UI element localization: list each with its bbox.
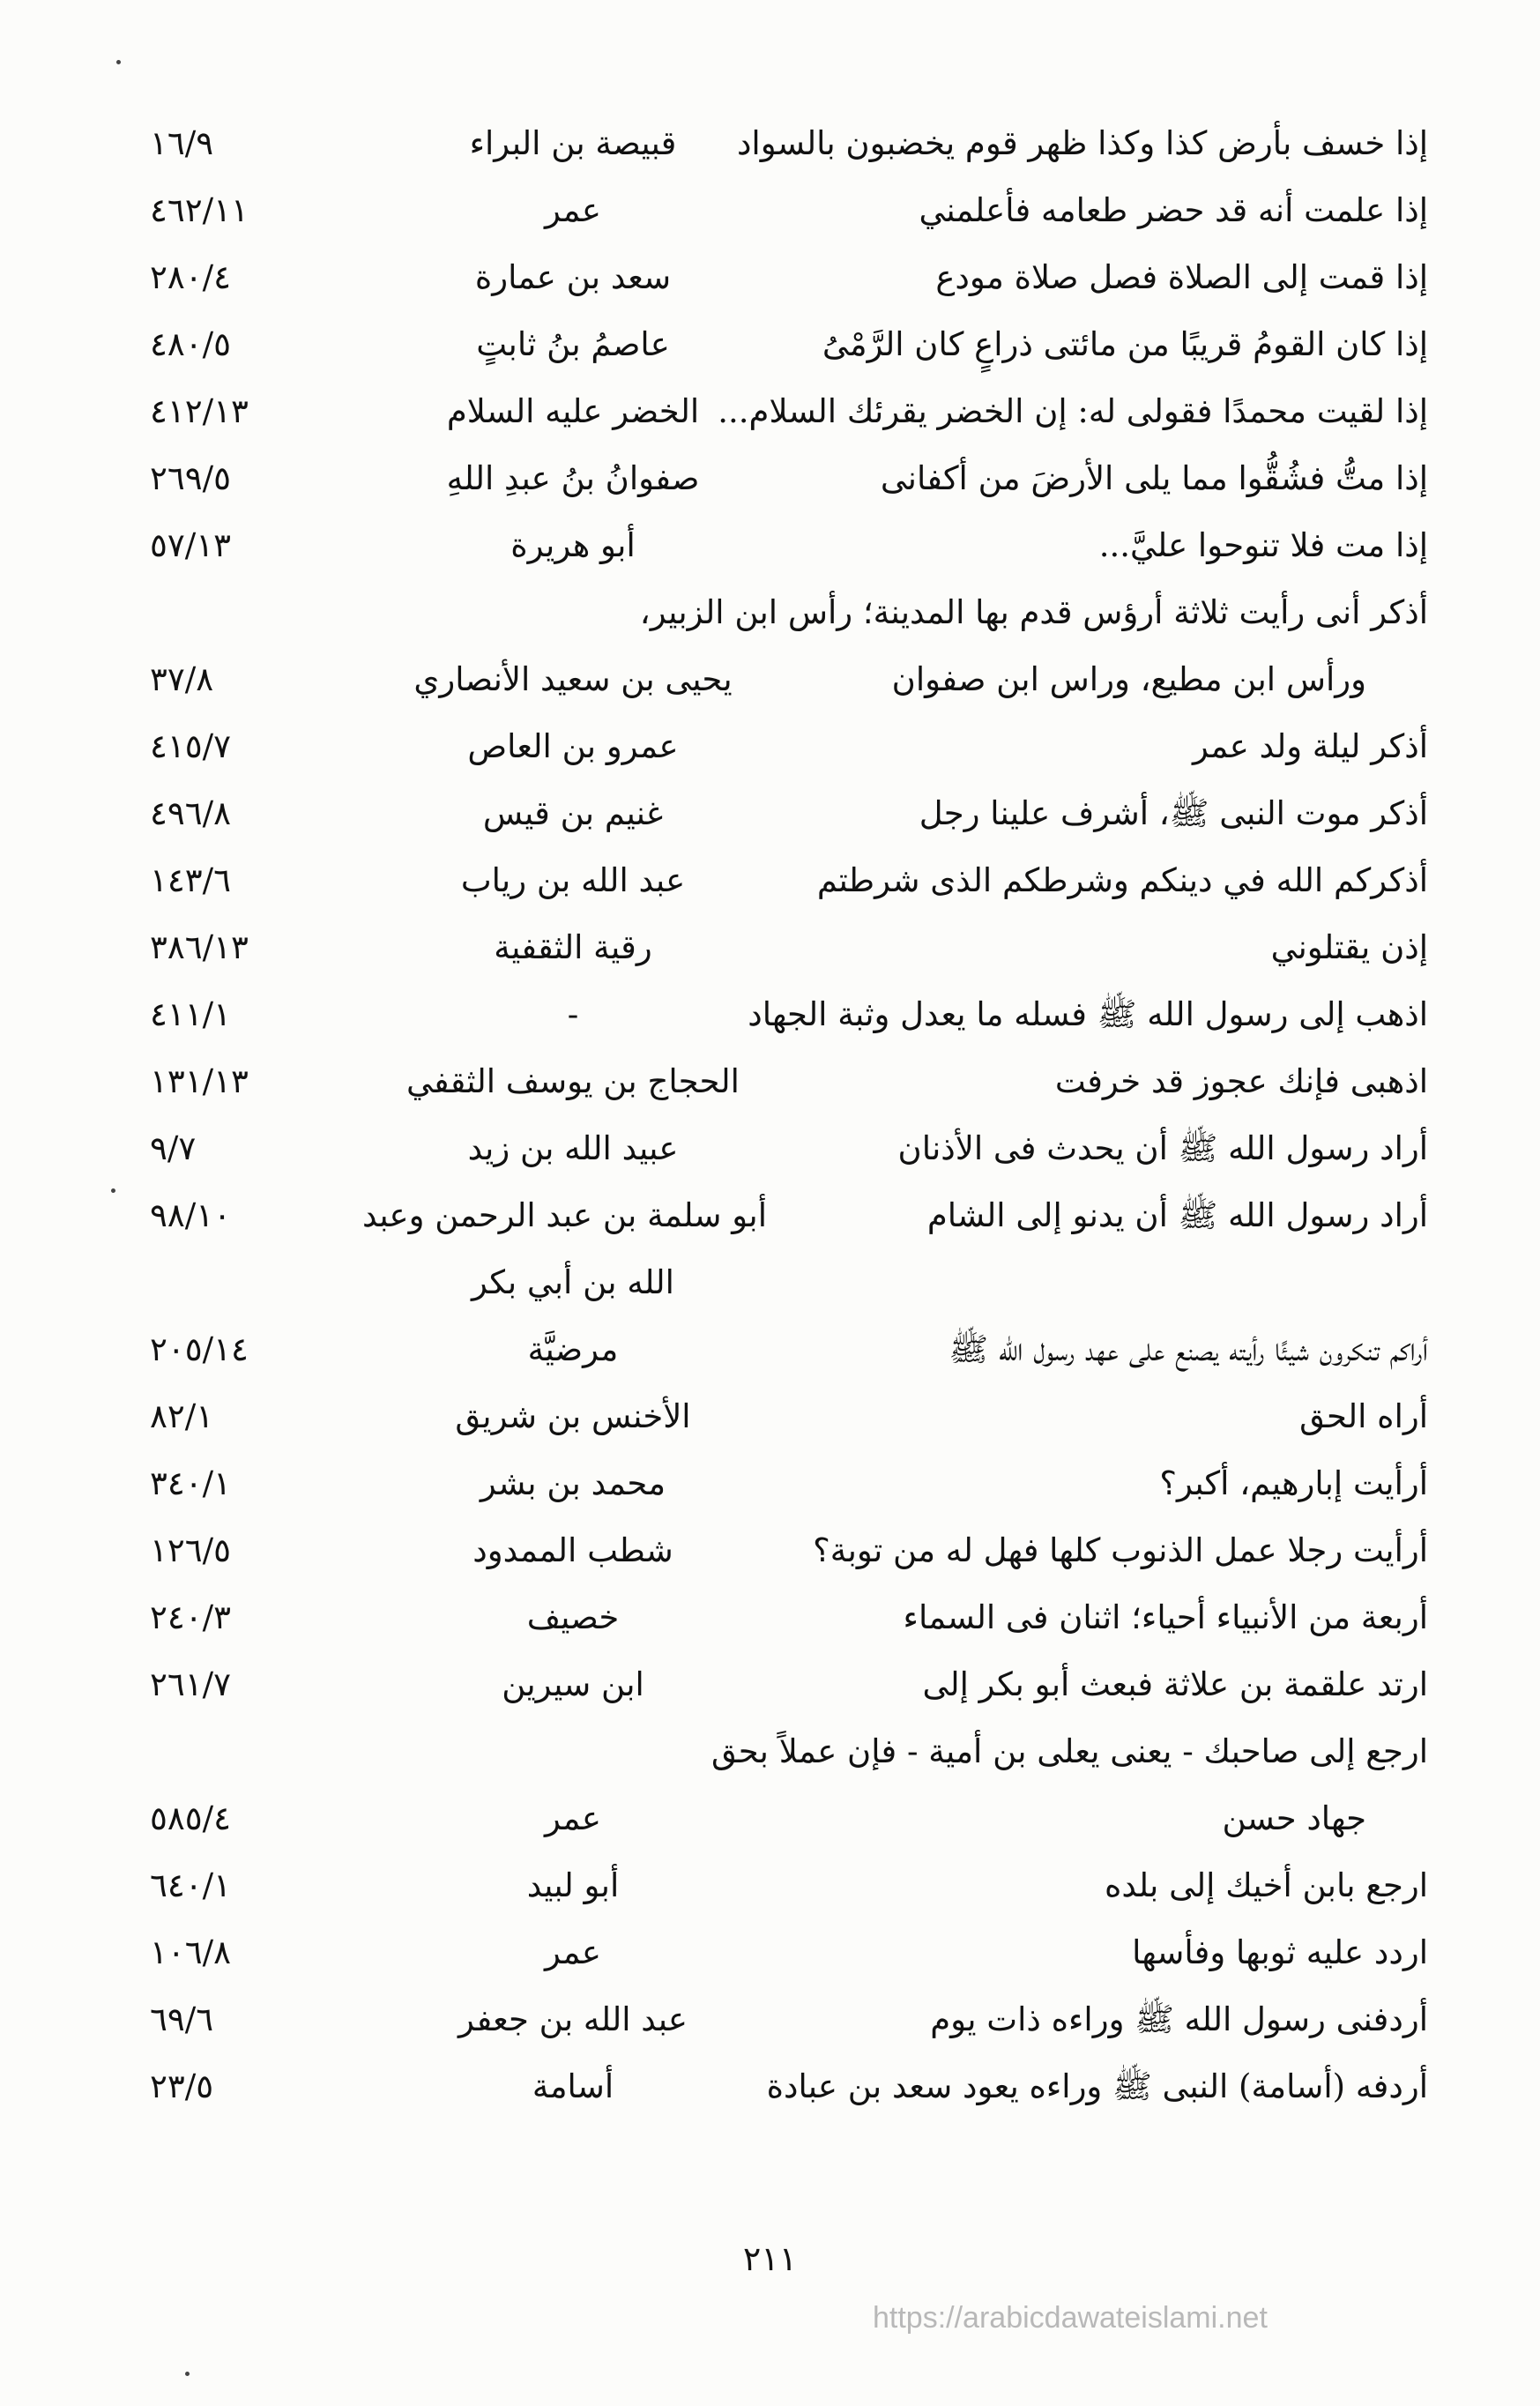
volume-page-ref: ١٤٣/٦	[150, 861, 231, 899]
hadith-text: إذا كان القومُ قريبًا من مائتى ذراعٍ كان الرَّمْىُ	[822, 325, 1428, 363]
volume-page-ref: ٣٧/٨	[150, 660, 214, 698]
volume-page-ref: ٢٣/٥	[150, 2067, 214, 2105]
hadith-text: ورأس ابن مطيع، وراس ابن صفوان	[891, 660, 1366, 698]
volume-page-ref: ٤٨٠/٥	[150, 325, 231, 363]
index-row	[150, 378, 1428, 445]
narrator-name: قبيصة بن البراء	[469, 124, 677, 162]
index-row	[150, 1785, 1428, 1852]
hadith-text: أربعة من الأنبياء أحياء؛ اثنان فى السماء	[903, 1598, 1428, 1636]
volume-page-ref: ٣٨٦/١٣	[150, 928, 249, 966]
index-row	[150, 1584, 1428, 1651]
narrator-name: سعد بن عمارة	[474, 258, 672, 296]
volume-page-ref: ٥٧/١٣	[150, 526, 231, 564]
hadith-text: أرأيت رجلا عمل الذنوب كلها فهل له من توبة؟	[813, 1531, 1428, 1569]
hadith-text: أذكر ليلة ولد عمر	[1192, 727, 1428, 765]
narrator-name: عبد الله بن رياب	[460, 861, 686, 899]
index-row	[150, 1919, 1428, 1986]
scan-speck	[116, 60, 121, 64]
hadith-text: أذكر أنى رأيت ثلاثة أرؤس قدم بها المدينة؛ رأس ابن الزبير،	[639, 593, 1428, 631]
hadith-text: أراه الحق	[1299, 1397, 1428, 1435]
volume-page-ref: ٩/٧	[150, 1129, 197, 1167]
narrator-name: رقية الثقفية	[494, 928, 652, 966]
narrator-name: -	[567, 995, 579, 1033]
hadith-text: اذهبى فإنك عجوز قد خرفت	[1054, 1062, 1428, 1100]
index-row	[150, 1651, 1428, 1718]
hadith-text: إذا خسف بأرض كذا وكذا ظهر قوم يخضبون بالسواد	[736, 124, 1428, 162]
hadith-text: اردد عليه ثوبها وفأسها	[1132, 1933, 1428, 1971]
narrator-name: الله بن أبي بكر	[472, 1263, 674, 1301]
volume-page-ref: ٤١٥/٧	[150, 727, 231, 765]
volume-page-ref: ٢٨٠/٤	[150, 258, 231, 296]
hadith-text: إذا لقيت محمدًا فقولى له: إن الخضر يقرئك السلام...	[718, 392, 1428, 430]
narrator-name	[379, 1718, 767, 1785]
narrator-name: مرضيَّة	[527, 1330, 619, 1368]
narrator-name: الأخنس بن شريق	[455, 1397, 691, 1435]
volume-page-ref	[150, 579, 353, 646]
index-row	[150, 1986, 1428, 2053]
volume-page-ref: ٢٤٠/٣	[150, 1598, 231, 1636]
volume-page-ref: ٢٠٥/١٤	[150, 1330, 249, 1368]
index-row	[150, 1115, 1428, 1182]
hadith-text: أرأيت إبارهيم، أكبر؟	[1159, 1464, 1428, 1502]
index-row	[150, 847, 1428, 914]
index-row	[150, 1316, 1428, 1383]
index-row	[150, 981, 1428, 1048]
narrator-name: شطب الممدود	[472, 1531, 673, 1569]
hadith-text: أردفه (أسامة) النبى ﷺ وراءه يعود سعد بن عبادة	[766, 2067, 1428, 2105]
volume-page-ref: ٥٨٥/٤	[150, 1799, 231, 1837]
hadith-text: أراكم تنكرون شيئًا رأيته يصنع على عهد رسول الله ﷺ	[949, 1330, 1428, 1368]
narrator-name: عمر	[545, 1933, 601, 1971]
hadith-text: إذن يقتلوني	[1270, 928, 1428, 966]
hadith-index-table	[150, 110, 1428, 2120]
hadith-text: جهاد حسن	[1222, 1799, 1366, 1837]
index-row	[150, 110, 1428, 177]
index-row	[150, 579, 1428, 646]
volume-page-ref	[150, 1718, 353, 1785]
volume-page-ref: ٣٤٠/١	[150, 1464, 231, 1502]
volume-page-ref: ٤١١/١	[150, 995, 231, 1033]
volume-page-ref: ١٦/٩	[150, 124, 214, 162]
narrator-name: أسامة	[532, 2067, 614, 2105]
narrator-name: محمد بن بشر	[480, 1464, 666, 1502]
volume-page-ref: ٨٢/١	[150, 1397, 214, 1435]
hadith-text	[705, 1249, 1428, 1316]
narrator-name: الخضر عليه السلام	[446, 392, 700, 430]
hadith-text: ارجع إلى صاحبك - يعنى يعلى بن أمية - فإن عملاً بحق	[710, 1732, 1428, 1770]
index-row	[150, 445, 1428, 512]
index-row	[150, 311, 1428, 378]
hadith-text: أردفنى رسول الله ﷺ وراءه ذات يوم	[930, 2000, 1428, 2038]
volume-page-ref: ٢٦٩/٥	[150, 459, 231, 497]
volume-page-ref	[150, 1249, 353, 1316]
volume-page-ref: ١٢٦/٥	[150, 1531, 231, 1569]
narrator-name: أبو سلمة بن عبد الرحمن وعبد	[361, 1196, 767, 1234]
narrator-name: عبد الله بن جعفر	[458, 2000, 688, 2038]
index-row	[150, 177, 1428, 244]
index-row	[150, 512, 1428, 579]
narrator-name: يحيى بن سعيد الأنصاري	[413, 660, 733, 698]
index-row	[150, 2053, 1428, 2120]
narrator-name: عبيد الله بن زيد	[467, 1129, 679, 1167]
hadith-text: أذكر موت النبى ﷺ، أشرف علينا رجل	[919, 794, 1428, 832]
volume-page-ref: ٤٩٦/٨	[150, 794, 231, 832]
volume-page-ref: ٩٨/١٠	[150, 1196, 231, 1234]
scan-speck	[111, 1188, 115, 1193]
narrator-name: ابن سيرين	[502, 1665, 644, 1703]
hadith-text: أراد رسول الله ﷺ أن يحدث فى الأذنان	[897, 1129, 1428, 1167]
hadith-text: ارجع بابن أخيك إلى بلده	[1104, 1866, 1428, 1904]
volume-page-ref: ٦٩/٦	[150, 2000, 214, 2038]
hadith-text: أذكركم الله في دينكم وشرطكم الذى شرطتم	[816, 861, 1428, 899]
hadith-text: إذا مت فلا تنوحوا عليَّ...	[1098, 526, 1428, 564]
narrator-name: صفوانُ بنُ عبدِ اللهِ	[446, 459, 700, 497]
index-row	[150, 1048, 1428, 1115]
index-row	[150, 1718, 1428, 1785]
hadith-text: ارتد علقمة بن علاثة فبعث أبو بكر إلى	[922, 1665, 1428, 1703]
narrator-name: أبو لبيد	[526, 1866, 620, 1904]
watermark-url: https://arabicdawateislami.net	[873, 2301, 1268, 2335]
narrator-name: عمر	[545, 191, 601, 229]
narrator-name: أبو هريرة	[510, 526, 636, 564]
hadith-text: اذهب إلى رسول الله ﷺ فسله ما يعدل وثبة الجهاد	[748, 995, 1428, 1033]
narrator-name: عاصمُ بنُ ثابتٍ	[476, 325, 670, 363]
index-row	[150, 1182, 1428, 1249]
narrator-name	[379, 579, 767, 646]
volume-page-ref: ٤٦٢/١١	[150, 191, 249, 229]
index-row	[150, 244, 1428, 311]
narrator-name: عمرو بن العاص	[467, 727, 679, 765]
narrator-name: الحجاج بن يوسف الثقفي	[406, 1062, 740, 1100]
scan-speck	[185, 2372, 190, 2376]
volume-page-ref: ١٣١/١٣	[150, 1062, 249, 1100]
index-row	[150, 780, 1428, 847]
page-number: ٢١١	[742, 2239, 798, 2278]
index-row	[150, 1450, 1428, 1517]
index-row	[150, 646, 1428, 713]
index-row	[150, 1852, 1428, 1919]
index-row	[150, 713, 1428, 780]
narrator-name: عمر	[545, 1799, 601, 1837]
index-row	[150, 914, 1428, 981]
index-row	[150, 1249, 1428, 1316]
narrator-name: غنيم بن قيس	[482, 794, 664, 832]
hadith-text: إذا متُّ فشُقُّوا مما يلى الأرضَ من أكفانى	[880, 459, 1428, 497]
hadith-text: أراد رسول الله ﷺ أن يدنو إلى الشام	[926, 1196, 1428, 1234]
volume-page-ref: ١٠٦/٨	[150, 1933, 231, 1971]
index-row	[150, 1517, 1428, 1584]
volume-page-ref: ٦٤٠/١	[150, 1866, 231, 1904]
index-row	[150, 1383, 1428, 1450]
volume-page-ref: ٤١٢/١٣	[150, 392, 249, 430]
hadith-text: إذا قمت إلى الصلاة فصل صلاة مودع	[935, 258, 1428, 296]
hadith-text: إذا علمت أنه قد حضر طعامه فأعلمني	[919, 191, 1428, 229]
volume-page-ref: ٢٦١/٧	[150, 1665, 231, 1703]
narrator-name: خصيف	[526, 1598, 620, 1636]
